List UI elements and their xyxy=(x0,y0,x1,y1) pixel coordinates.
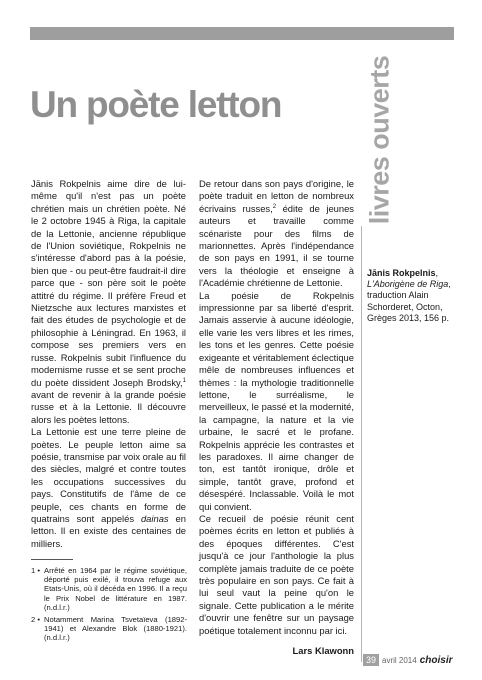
page-number: 39 xyxy=(363,654,379,666)
book-info: Jānis Rokpelnis, L'Aborigène de Riga, traduction Alain Schorderet, Octon, Grèges 2013, 156 p. xyxy=(367,268,451,323)
footnote-number: 2 • xyxy=(31,615,40,625)
footnote-1 xyxy=(31,566,187,612)
footnote-divider xyxy=(31,559,73,560)
book-title: L'Aborigène de Riga xyxy=(367,279,449,290)
issue-date: avril 2014 xyxy=(382,655,417,665)
footnote-text: Notamment Marina Tsvetaïeva (1892-1941) et Alexandre Blok (1880-1921). (n.d.l.r.) xyxy=(44,615,187,643)
footnote-text: Arrêté en 1964 par le régime soviétique, déporté puis exilé, il trouva refuge aux Etats-Unis, où il décéda en 1996. Il a reçu le Prix Nobel de littérature en 1987. (n.d.l.r.) xyxy=(44,566,187,612)
footnote-2 xyxy=(31,615,187,643)
paragraph-4: La poésie de Rokpelnis impressionne par sa liberté d'esprit. Jamais asservie à aucune idéologie, elle varie les vers libres et les rimes, les tons et les genres. Cette poésie exigeante et véritablement éclectique mêle de nombreuses influences et thèmes : la mythologie traditionnelle lettone, le surréalisme, le merveilleux, le passé et la modernité, la campagne, la nature et la vie urbaine, le sacré et le profane. Rokpelnis apprécie les contrastes et les paradoxes. Il aime changer de ton, est tantôt ironique, drôle et simple, tantôt grave, profond et désespéré. Inclassable. Voilà le mot qui convient. xyxy=(199,289,354,512)
page-footer xyxy=(363,653,453,667)
author-signature: Lars Klawonn xyxy=(292,645,354,657)
book-details: traduction Alain Schorderet, Octon, Grèges 2013, 156 p. xyxy=(367,290,450,323)
book-author: Jānis Rokpelnis xyxy=(367,268,436,278)
footnotes xyxy=(31,566,187,646)
header-bar xyxy=(30,27,454,40)
paragraph-5: Ce recueil de poésie réunit cent poèmes écrits en letton et publiés à des époques différentes. C'est jusqu'à ce jour l'anthologie la plus complète jamais traduite de ce poète très populaire en son pays. Ce fait à lui seul vaut la peine qu'on le signale. Cette publication a le mérite d'ouvrir une fenêtre sur un paysage poétique totalement inconnu par ici. xyxy=(199,512,354,636)
sidebar-divider xyxy=(361,226,362,662)
section-label-text: livres ouverts xyxy=(364,55,395,225)
section-label xyxy=(357,54,403,226)
article-column-1 xyxy=(31,178,186,550)
paragraph-3: De retour dans son pays d'origine, le poète traduit en letton de nombreux écrivains russes,$^2$ édite de jeunes auteurs et travaille comme scénariste pour des films de marionnettes. Après l'indépendance de son pays en 1991, il se tourne vers la théologie et enseigne à l'Académie chrétienne de Lettonie. xyxy=(199,178,354,289)
paragraph-1: Jānis Rokpelnis aime dire de lui-même qu'il n'est pas un poète chrétien mais un chrétien poète. Né le 2 octobre 1945 à Riga, la capitale de la Lettonie, ancienne république de l'Union soviétique, Rokpelnis ne s'intéresse d'abord pas à la poésie, bien que - ou peut-être faudrait-il dire parce que - son père soit le poète attitré du régime. Il préfère Freud et Nietzsche aux lectures marxistes et fait des études de psychologie et de philosophie à Léningrad. En 1963, il compose ses premiers vers en russe. Rokpelnis subit l'influence du modernisme russe et se sent proche du poète dissident Joseph Brodsky,$^1$ avant de revenir à la grande poésie russe et à la Lettonie. Il découvre alors les poètes lettons. xyxy=(31,178,186,425)
article-column-2 xyxy=(199,178,354,657)
footnote-number: 1 • xyxy=(31,566,40,575)
article-title: Un poète letton xyxy=(30,84,282,125)
footnote-ref-2: 2 xyxy=(272,203,277,210)
emphasis-dainas: dainas xyxy=(140,512,169,524)
footnote-ref-1: 1 xyxy=(182,377,186,384)
paragraph-2: La Lettonie est une terre pleine de poètes. Le peuple letton aime sa poésie, transmise par voix orale au fil des siècles, malgré et contre toutes les occupations successives du pays. Constitutifs de l'âme de ce peuple, ces chants en forme de quatrains sont appelés dainas en letton. Il en existe des centaines de milliers. xyxy=(31,426,186,549)
magazine-name: choisir xyxy=(419,654,453,666)
